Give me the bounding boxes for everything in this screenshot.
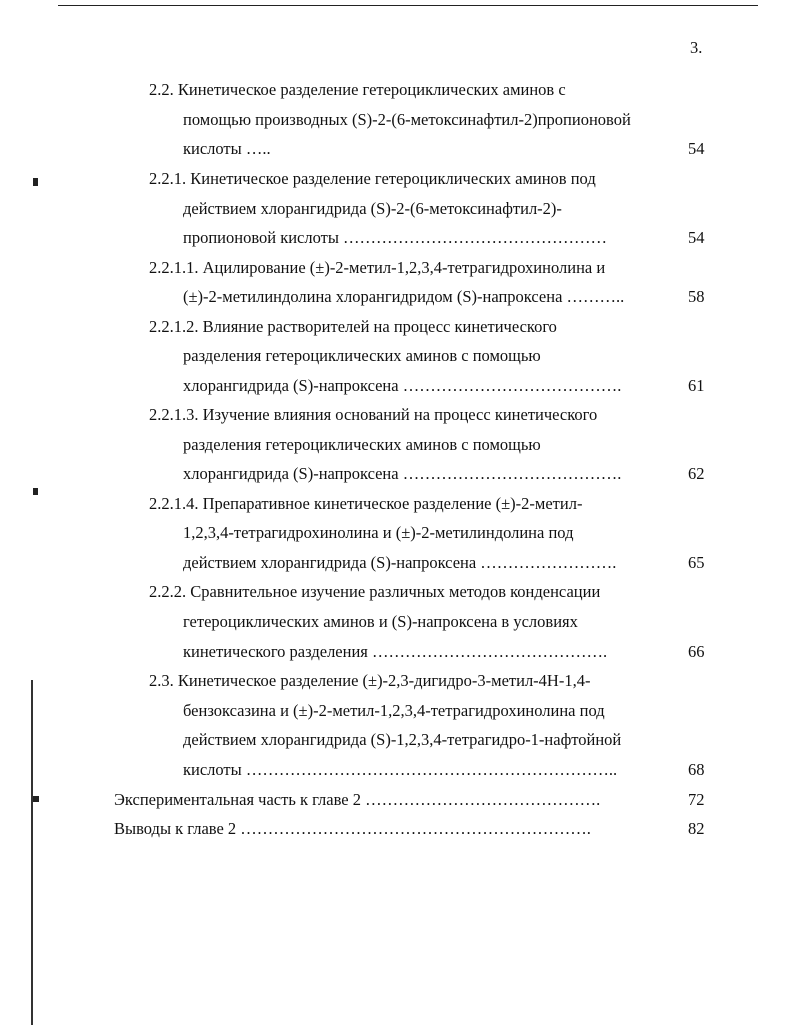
toc-entry-conclusions: Выводы к главе 2 ……………………………………………………….	[114, 819, 591, 838]
top-rule	[58, 5, 758, 6]
toc-entry-2-2-line-3: кислоты …..	[183, 139, 271, 158]
scan-mark	[33, 178, 38, 186]
toc-entry-conclusions-page: 82	[688, 819, 705, 838]
toc-entry-2-3-page: 68	[688, 760, 705, 779]
toc-entry-2-3-line-1: 2.3. Кинетическое разделение (±)-2,3-дигидро-3-метил-4Н-1,4-	[149, 671, 591, 690]
toc-entry-2-2-1-2-line-1: 2.2.1.2. Влияние растворителей на процесс кинетического	[149, 317, 557, 336]
toc-entry-2-2-1-page: 54	[688, 228, 705, 247]
toc-entry-2-2-1-3-line-3: хлорангидрида (S)-напроксена ………………………………….	[183, 464, 622, 483]
toc-entry-experimental-part: Экспериментальная часть к главе 2 …………………………………….	[114, 790, 601, 809]
toc-entry-2-2-1-2-page: 61	[688, 376, 705, 395]
toc-entry-2-2-1-1-line-2: (±)-2-метилиндолина хлорангидридом (S)-напроксена ………..	[183, 287, 625, 306]
toc-entry-2-2-2-line-1: 2.2.2. Сравнительное изучение различных методов конденсации	[149, 582, 601, 601]
toc-entry-2-2-2-line-3: кинетического разделения …………………………………….	[183, 642, 608, 661]
toc-entry-2-2-1-3-page: 62	[688, 464, 705, 483]
toc-entry-2-3-line-3: действием хлорангидрида (S)-1,2,3,4-тетрагидро-1-нафтойной	[183, 730, 622, 749]
page-number: 3.	[690, 38, 703, 57]
toc-entry-2-2-1-2-line-2: разделения гетероциклических аминов с помощью	[183, 346, 541, 365]
scan-mark	[33, 796, 39, 802]
toc-entry-2-2-2-page: 66	[688, 642, 705, 661]
toc-entry-2-2-1-4-page: 65	[688, 553, 705, 572]
toc-entry-2-2-page: 54	[688, 139, 705, 158]
toc-entry-2-3-line-4: кислоты …………………………………………………………..	[183, 760, 618, 779]
toc-entry-2-2-1-1-page: 58	[688, 287, 705, 306]
toc-entry-2-2-1-1-line-1: 2.2.1.1. Ацилирование (±)-2-метил-1,2,3,4-тетрагидрохинолина и	[149, 258, 606, 277]
toc-entry-2-2-1-3-line-2: разделения гетероциклических аминов с помощью	[183, 435, 541, 454]
toc-entry-2-2-1-4-line-2: 1,2,3,4-тетрагидрохинолина и (±)-2-метилиндолина под	[183, 523, 574, 542]
toc-entry-2-3-line-2: бензоксазина и (±)-2-метил-1,2,3,4-тетрагидрохинолина под	[183, 701, 605, 720]
toc-entry-2-2-2-line-2: гетероциклических аминов и (S)-напроксена в условиях	[183, 612, 578, 631]
toc-entry-2-2-line-1: 2.2. Кинетическое разделение гетероциклических аминов с	[149, 80, 566, 99]
toc-entry-2-2-1-line-3: пропионовой кислоты …………………………………………	[183, 228, 608, 247]
toc-entry-2-2-1-4-line-3: действием хлорангидрида (S)-напроксена …………………….	[183, 553, 617, 572]
toc-entry-2-2-1-4-line-1: 2.2.1.4. Препаративное кинетическое разделение (±)-2-метил-	[149, 494, 583, 513]
scan-mark	[33, 488, 38, 495]
toc-entry-2-2-1-line-1: 2.2.1. Кинетическое разделение гетероциклических аминов под	[149, 169, 596, 188]
toc-entry-2-2-1-3-line-1: 2.2.1.3. Изучение влияния оснований на процесс кинетического	[149, 405, 598, 424]
page-left-edge	[31, 680, 33, 1025]
toc-entry-2-2-line-2: помощью производных (S)-2-(6-метоксинафтил-2)пропионовой	[183, 110, 631, 129]
toc-entry-experimental-part-page: 72	[688, 790, 705, 809]
toc-entry-2-2-1-line-2: действием хлорангидрида (S)-2-(6-метоксинафтил-2)-	[183, 199, 562, 218]
toc-entry-2-2-1-2-line-3: хлорангидрида (S)-напроксена ………………………………….	[183, 376, 622, 395]
